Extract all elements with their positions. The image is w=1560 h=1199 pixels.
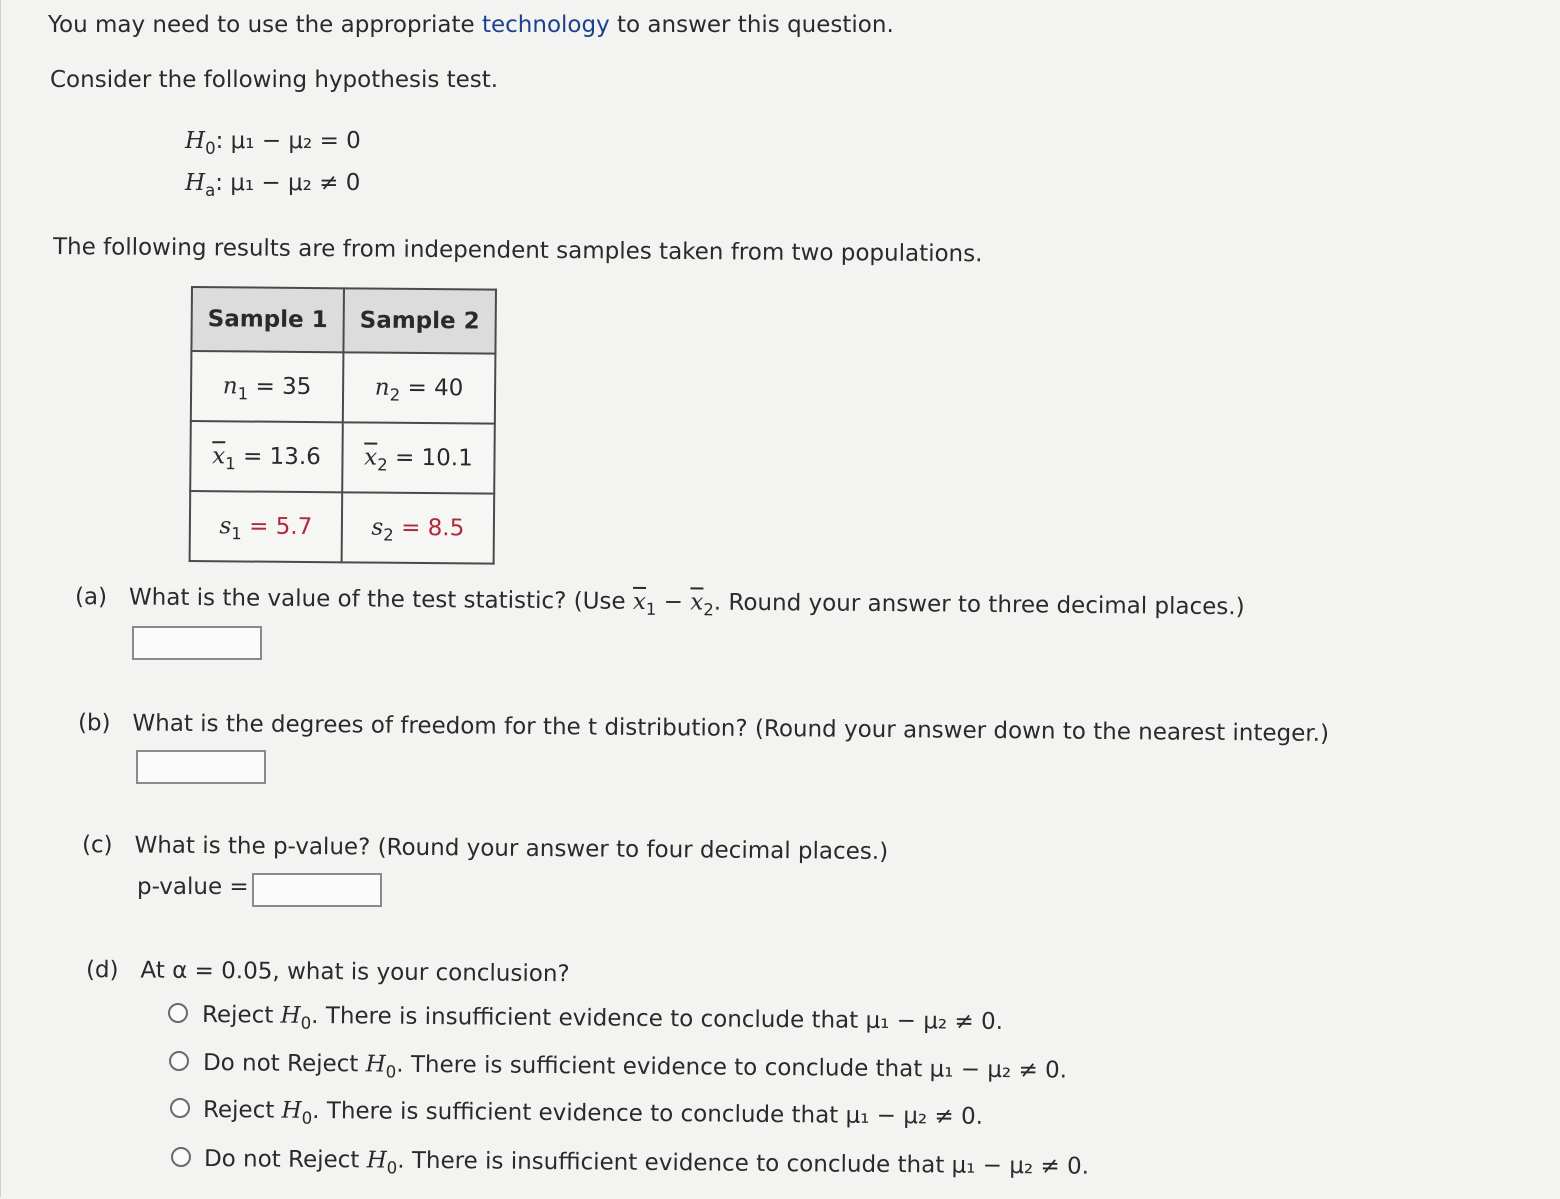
- option-2-action: Do not Reject: [202, 1050, 366, 1078]
- option-2-text: . There is sufficient evidence to conclude that μ₁ − μ₂ ≠ 0.: [396, 1051, 1068, 1084]
- intro-suffix: to answer this question.: [609, 12, 894, 38]
- option-1-text: . There is insufficient evidence to conclude that μ₁ − μ₂ ≠ 0.: [311, 1002, 1004, 1035]
- option-3-radio[interactable]: [170, 1098, 190, 1118]
- question-d-letter: (d): [85, 957, 119, 984]
- option-1-radio[interactable]: [168, 1003, 188, 1023]
- option-3-text: . There is sufficient evidence to conclude that μ₁ − μ₂ ≠ 0.: [312, 1097, 984, 1130]
- n2-cell: $n_2 = 40$: [343, 352, 496, 423]
- question-c-letter: (c): [81, 832, 113, 859]
- option-3-label[interactable]: Reject $H_0$. There is sufficient evidence to conclude that μ₁ − μ₂ ≠ 0.: [202, 1097, 984, 1130]
- n2-value: = 40: [407, 374, 464, 402]
- null-hypothesis: $H_0$: μ₁ − μ₂ = 0: [185, 128, 361, 158]
- samples-table: [189, 286, 497, 565]
- p-value-input[interactable]: [252, 873, 382, 907]
- option-4-text: . There is insufficient evidence to conclude that μ₁ − μ₂ ≠ 0.: [397, 1147, 1090, 1180]
- question-a-text-start: What is the value of the test statistic? (Use: [128, 584, 634, 615]
- technology-link[interactable]: technology: [481, 12, 610, 38]
- question-b-letter: (b): [77, 710, 111, 737]
- option-3-action: Reject: [202, 1097, 282, 1124]
- x2-cell: $\overline{x}_2 = 10.1$: [342, 422, 495, 493]
- option-1-action: Reject: [201, 1002, 281, 1029]
- x1-value: = 13.6: [242, 443, 321, 471]
- intro-prefix: You may need to use the appropriate: [48, 12, 482, 38]
- option-4-label[interactable]: Do not Reject $H_0$. There is insufficient evidence to conclude that μ₁ − μ₂ ≠ 0.: [203, 1146, 1090, 1180]
- test-statistic-input[interactable]: [132, 626, 262, 660]
- n1-cell: $n_1 = 35$: [191, 351, 344, 422]
- question-a: (a) What is the value of the test statistic? (Use $\overline{x}_1 - \overline{x}_2$. Round your answer to three decimal places.): [74, 584, 1245, 621]
- option-4-radio[interactable]: [171, 1147, 191, 1167]
- n1-value: = 35: [255, 373, 312, 401]
- question-b-text: What is the degrees of freedom for the t distribution? (Round your answer down to the nearest integer.): [132, 710, 1330, 747]
- s2-value: = 8.5: [401, 514, 465, 542]
- sample-1-header: Sample 1: [191, 287, 344, 352]
- alternative-hypothesis-expression: μ₁ − μ₂ ≠ 0: [230, 170, 361, 196]
- question-a-letter: (a): [74, 584, 108, 611]
- results-text: The following results are from independent samples taken from two populations.: [52, 234, 983, 268]
- question-a-text-end: . Round your answer to three decimal places.): [713, 589, 1245, 621]
- option-4-action: Do not Reject: [203, 1146, 367, 1174]
- s1-value: = 5.7: [249, 513, 313, 541]
- consider-text: Consider the following hypothesis test.: [50, 67, 499, 93]
- option-2-label[interactable]: Do not Reject $H_0$. There is sufficient evidence to conclude that μ₁ − μ₂ ≠ 0.: [202, 1050, 1068, 1084]
- p-value-label: p-value =: [137, 874, 249, 900]
- x2-value: = 10.1: [394, 444, 473, 472]
- question-d-text: At α = 0.05, what is your conclusion?: [140, 957, 570, 988]
- s1-cell: $s_1 = 5.7$: [190, 491, 343, 562]
- x1-cell: $\overline{x}_1 = 13.6$: [190, 421, 343, 492]
- question-d: [86, 955, 570, 989]
- intro-text: [48, 10, 894, 40]
- sample-2-header: Sample 2: [343, 288, 496, 353]
- alternative-hypothesis: $H_a$: μ₁ − μ₂ ≠ 0: [185, 170, 361, 200]
- null-hypothesis-expression: μ₁ − μ₂ = 0: [230, 128, 361, 154]
- degrees-of-freedom-input[interactable]: [136, 750, 266, 784]
- s2-cell: $s_2 = 8.5$: [342, 492, 495, 563]
- question-c-text: What is the p-value? (Round your answer to four decimal places.): [134, 832, 889, 866]
- option-1-label[interactable]: Reject $H_0$. There is insufficient evidence to conclude that μ₁ − μ₂ ≠ 0.: [201, 1002, 1004, 1035]
- option-2-radio[interactable]: [169, 1051, 189, 1071]
